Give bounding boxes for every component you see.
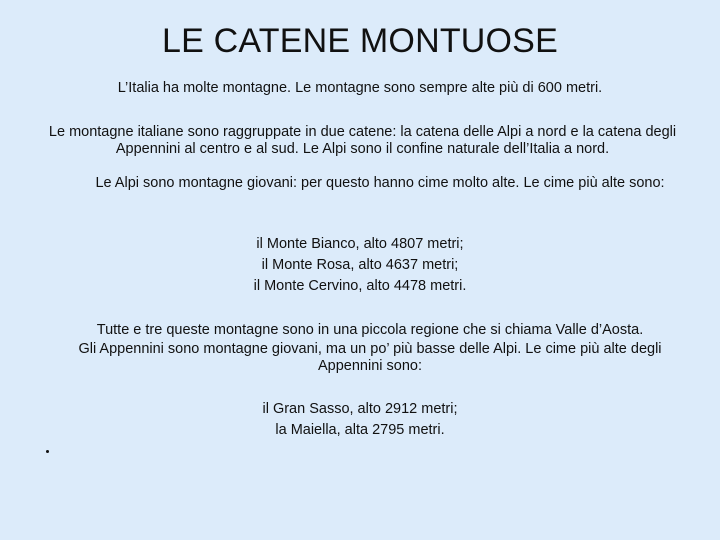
list-item: il Monte Cervino, alto 4478 metri. [253,278,467,294]
alpi-peaks-list [180,234,540,297]
slide-title: LE CATENE MONTUOSE [162,22,558,60]
bullet-dot-icon [46,450,49,453]
list-item: la Maiella, alta 2795 metri. [275,422,445,438]
aosta-paragraph: Tutte e tre queste montagne sono in una piccola regione che si chiama Valle d’Aosta. [96,322,644,338]
catene-paragraph: Le montagne italiane sono raggruppate in due catene: la catena delle Alpi a nord e la catena degli Appennini al centro e al sud. Le Alpi sono il confine naturale dell’Italia a nord. [48,124,677,157]
appennini-paragraph: Gli Appennini sono montagne giovani, ma un po’ più basse delle Alpi. Le cime più alte degli Appennini sono: [78,341,662,374]
appennini-peaks-list [180,399,540,441]
alpi-paragraph: Le Alpi sono montagne giovani: per questo hanno cime molto alte. Le cime più alte sono: [95,175,665,191]
intro-paragraph: L’Italia ha molte montagne. Le montagne sono sempre alte più di 600 metri. [117,80,603,96]
list-item: il Gran Sasso, alto 2912 metri; [262,401,458,417]
list-item: il Monte Bianco, alto 4807 metri; [256,236,464,252]
list-item: il Monte Rosa, alto 4637 metri; [261,257,459,273]
